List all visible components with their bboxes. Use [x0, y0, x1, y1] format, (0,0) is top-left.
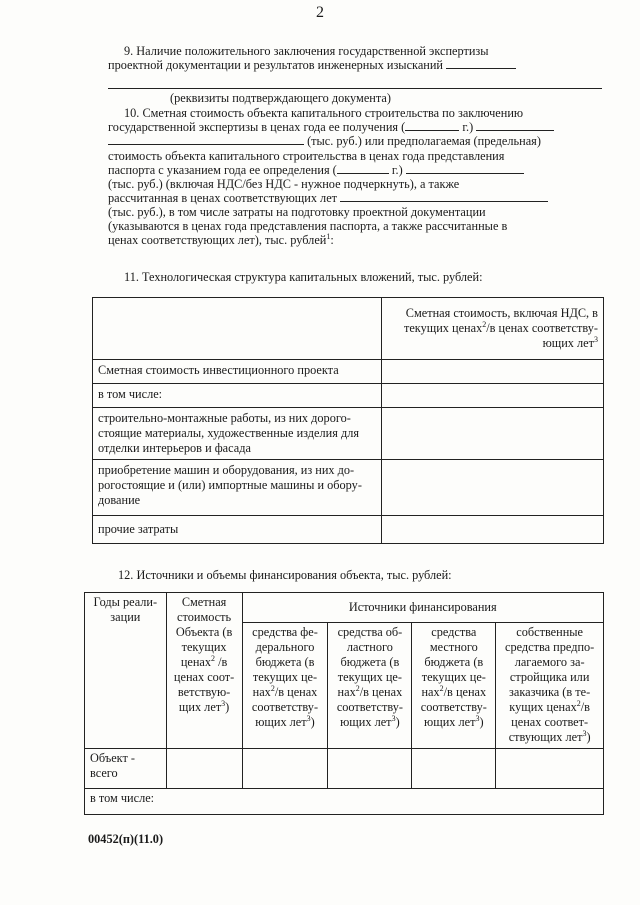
- item12-source-sup: 3: [475, 713, 480, 723]
- item10-line5: [108, 163, 524, 177]
- item11-header-sup2: 3: [594, 334, 598, 344]
- item10-line6: (тыс. руб.) (включая НДС/без НДС - нужное подчеркнуть), а также: [108, 177, 460, 191]
- item12-source-mid: /в ценах соответству-ющих лет: [336, 685, 403, 729]
- item12-source-own: [496, 623, 604, 749]
- item12-col-cost-mid: /в ценах соот-ветствую-щих лет: [173, 655, 235, 714]
- item12-source-end: ): [479, 715, 484, 729]
- item12-source-end: ): [586, 730, 591, 744]
- item10-line3: [108, 134, 541, 148]
- item10-line3-text: (тыс. руб.) или предполагаемая (предельная): [307, 134, 541, 148]
- item12-table: [84, 592, 604, 815]
- item12-source-mid: /в ценах соответ-ствующих лет: [508, 700, 590, 744]
- item12-source-sup: 3: [582, 728, 587, 738]
- item11-table: [92, 297, 604, 544]
- item10-line5a: паспорта с указанием года ее определения (: [108, 163, 337, 177]
- item12-source-end: ): [310, 715, 315, 729]
- item12-source-sup: 2: [439, 683, 444, 693]
- item11-row-label: прочие затраты: [93, 516, 382, 544]
- table-row: [93, 408, 604, 460]
- item12-source-sup: 2: [270, 683, 275, 693]
- item12-col-cost-end: ): [225, 700, 230, 714]
- item10-line8: (тыс. руб.), в том числе затраты на подготовку проектной документации: [108, 205, 486, 219]
- item10-blank-2: [476, 120, 554, 131]
- item12-source-text: собственные средства предпо-лагаемого за-стройщика или заказчика (в те-кущих ценах: [505, 625, 595, 714]
- item12-source-sup: 3: [391, 713, 396, 723]
- item12-source-local: [412, 623, 496, 749]
- item10-line5b: г.): [388, 163, 403, 177]
- table-row: [93, 460, 604, 516]
- item12-title: 12. Источники и объемы финансирования объекта, тыс. рублей:: [118, 568, 452, 582]
- item11-header-part2: /в ценах соответству-ющих лет: [486, 321, 598, 350]
- item12-source-sup: 2: [576, 698, 581, 708]
- item10-year-blank-2: [337, 163, 389, 174]
- item10-line4: стоимость объекта капитального строительства в ценах года представления: [108, 149, 505, 163]
- item11-row-label: Сметная стоимость инвестиционного проекта: [93, 360, 382, 384]
- item10-line1: 10. Сметная стоимость объекта капитального строительства по заключению: [124, 106, 524, 120]
- item12-source-sup: 2: [355, 683, 360, 693]
- item11-row-value: [382, 384, 604, 408]
- item11-row-label: в том числе:: [93, 384, 382, 408]
- item10-line2: [108, 120, 554, 134]
- item10-line9: (указываются в ценах года представления паспорта, а также рассчитанные в: [108, 219, 508, 233]
- item12-source-text: средства местного бюджета (в текущих це-нах: [421, 625, 486, 699]
- item12-source-text: средства об-ластного бюджета (в текущих це-нах: [337, 625, 403, 699]
- page-number: 2: [316, 4, 324, 21]
- item12-cell: [328, 749, 412, 789]
- item11-header-cost: [382, 298, 604, 360]
- item11-header-empty: [93, 298, 382, 360]
- item10-blank-3: [108, 134, 304, 145]
- item12-source-mid: /в ценах соответству-ющих лет: [420, 685, 487, 729]
- item10-line10-end: :: [330, 233, 334, 247]
- item9-line2: [108, 58, 516, 72]
- item12-header-row-1: [85, 593, 604, 623]
- item10-line2a: государственной экспертизы в ценах года ее получения (: [108, 120, 406, 134]
- item12-row-label: Объект - всего: [85, 749, 167, 789]
- table-row: [93, 360, 604, 384]
- form-code: 00452(п)(11.0): [88, 832, 164, 846]
- item11-title: 11. Технологическая структура капитальных вложений, тыс. рублей:: [124, 270, 483, 284]
- table-row: [85, 789, 604, 815]
- item12-cell: [496, 749, 604, 789]
- item12-source-text: средства фе-дерального бюджета (в текущих це-нах: [252, 625, 318, 699]
- item11-row-value: [382, 408, 604, 460]
- item11-row-value: [382, 360, 604, 384]
- item10-year-blank-1: [405, 120, 459, 131]
- table-row: [85, 749, 604, 789]
- item11-row-value: [382, 516, 604, 544]
- item11-row-label: строительно-монтажные работы, из них дорого-стоящие материалы, художественные изделия для отделки интерьеров и фасада: [93, 408, 382, 460]
- item11-header-sup1: 2: [482, 319, 487, 329]
- table-row: [93, 516, 604, 544]
- item11-header-row: [93, 298, 604, 360]
- item12-source-regional: [328, 623, 412, 749]
- table-row: [93, 384, 604, 408]
- item11-row-label: приобретение машин и оборудования, из них до-рогостоящие и (или) импортные машины и обору-дование: [93, 460, 382, 516]
- item12-source-sup: 3: [306, 713, 311, 723]
- item12-col-cost-sup2: 3: [221, 698, 226, 708]
- item12-row-label: в том числе:: [85, 789, 604, 815]
- item10-line10-text: ценах соответствующих лет), тыс. рублей: [108, 233, 327, 247]
- item10-blank-7: [340, 191, 548, 202]
- item9-blank: [446, 58, 516, 69]
- item11-header-part1: Сметная стоимость, включая НДС, в текущих ценах: [403, 306, 598, 335]
- item12-sources-header: Источники финансирования: [242, 593, 603, 623]
- item9-rule: [108, 88, 602, 89]
- item10-blank-5: [406, 163, 524, 174]
- item10-line7-text: рассчитанная в ценах соответствующих лет: [108, 191, 338, 205]
- item11-row-value: [382, 460, 604, 516]
- item12-col-years: Годы реали-зации: [85, 593, 167, 749]
- item10-line10: [108, 233, 334, 247]
- footnote-1: 1: [326, 231, 331, 241]
- item12-source-end: ): [395, 715, 400, 729]
- item9-requisites: (реквизиты подтверждающего документа): [170, 91, 391, 105]
- item10-line7: [108, 191, 548, 205]
- item12-source-federal: [242, 623, 328, 749]
- item12-col-cost: [166, 593, 242, 749]
- item12-source-mid: /в ценах соответству-ющих лет: [251, 685, 319, 729]
- item10-line2b: г.): [459, 120, 474, 134]
- item12-col-cost-sup1: 2: [211, 653, 216, 663]
- item12-cell: [412, 749, 496, 789]
- item12-cell: [242, 749, 328, 789]
- item12-col-cost-text: Сметная стоимость Объекта (в текущих ценах: [175, 595, 233, 669]
- item9-line2-text: проектной документации и результатов инженерных изысканий: [108, 58, 444, 72]
- item9-line1: 9. Наличие положительного заключения государственной экспертизы: [124, 44, 489, 58]
- item12-cell: [166, 749, 242, 789]
